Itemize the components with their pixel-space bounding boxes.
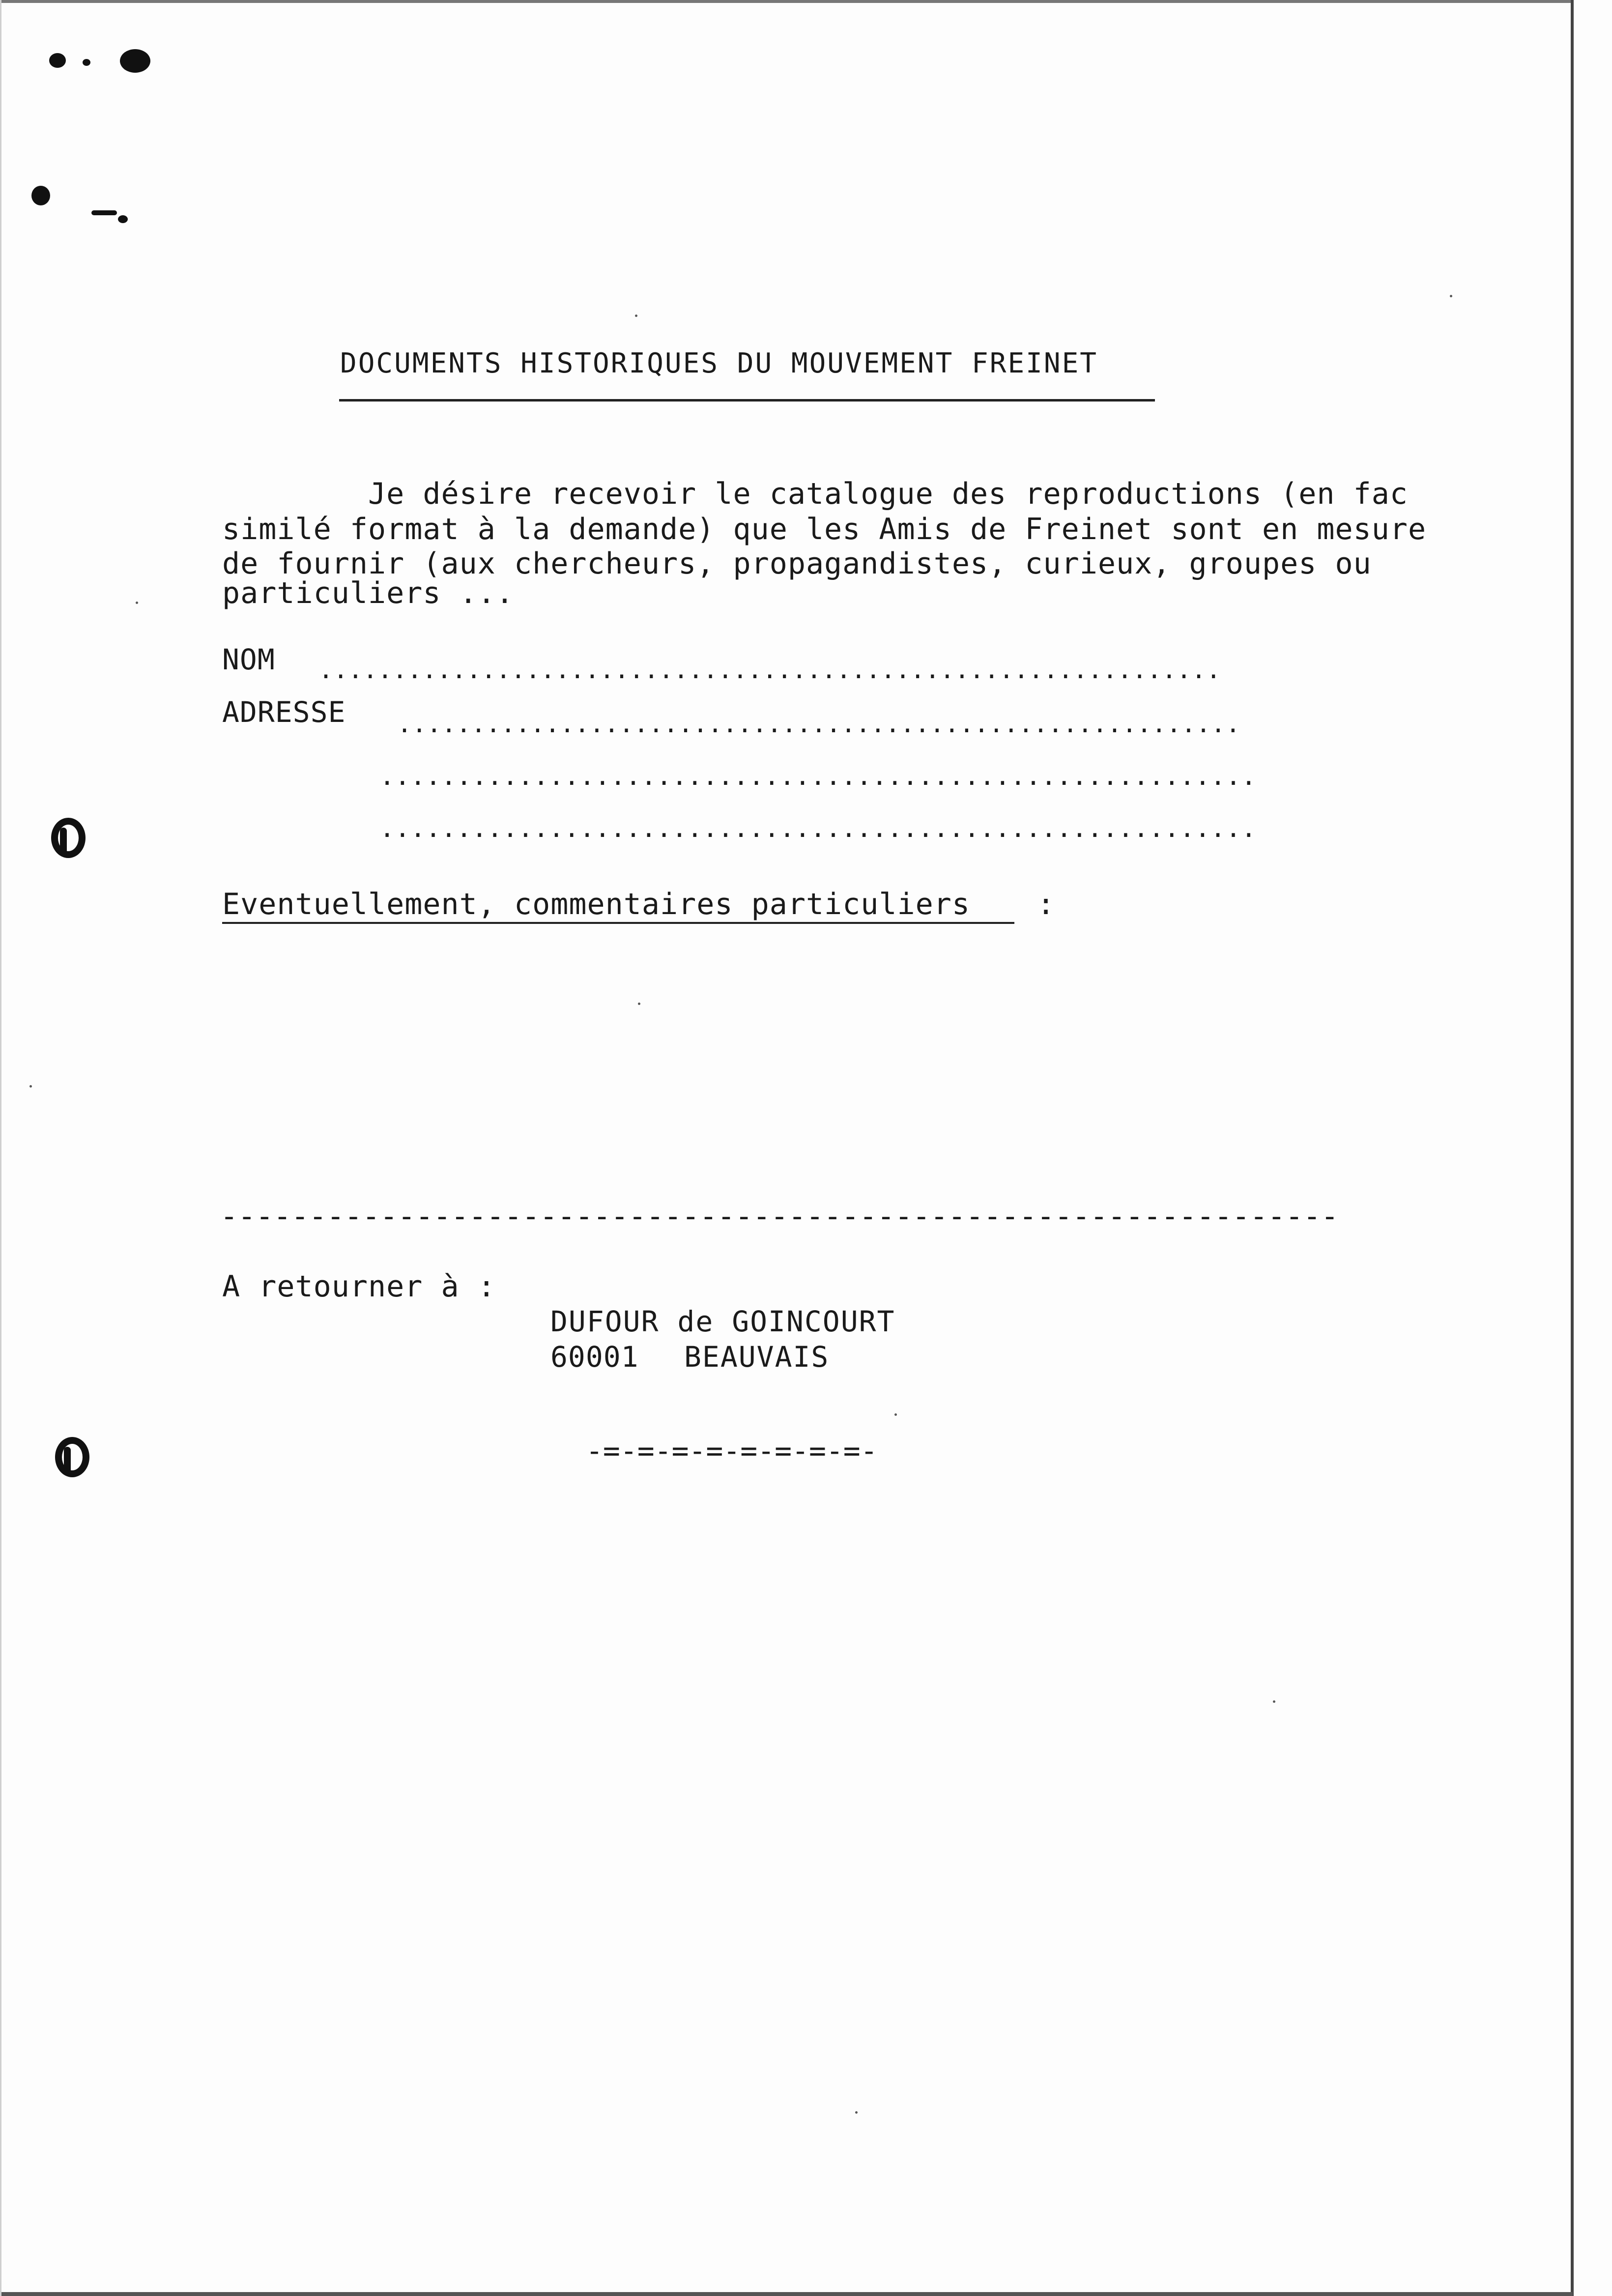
comments-colon: :	[1037, 887, 1056, 921]
ink-spot	[120, 49, 150, 73]
adresse-dotted-line-2: .........................................................	[379, 762, 1257, 791]
adresse-label: ADRESSE	[222, 695, 346, 729]
scan-edge-bottom	[0, 2292, 1573, 2296]
dust-speck	[635, 315, 637, 317]
comments-label: Eventuellement, commentaires particuliers	[222, 887, 971, 921]
return-name: DUFOUR de GOINCOURT	[550, 1305, 895, 1338]
adresse-dotted-line-3: .........................................................	[379, 814, 1257, 843]
request-line-3: de fournir (aux chercheurs, propagandistes, curieux, groupes ou	[222, 546, 1372, 581]
ink-spot	[49, 53, 66, 68]
scan-edge-left	[0, 0, 1, 2296]
document-title: DOCUMENTS HISTORIQUES DU MOUVEMENT FREINET	[340, 347, 1098, 379]
dust-speck	[894, 1413, 897, 1416]
ink-spot	[83, 59, 90, 66]
ink-spot	[91, 210, 117, 215]
dust-speck	[1450, 295, 1452, 297]
ink-spot	[118, 215, 128, 223]
nom-dotted-line: .............................................................	[318, 656, 1221, 684]
scan-edge-top	[0, 0, 1573, 3]
dust-speck	[855, 2111, 858, 2114]
dust-speck	[1273, 1700, 1275, 1703]
title-underline	[339, 399, 1155, 402]
dust-speck	[638, 1003, 640, 1005]
punch-hole-top	[51, 818, 86, 858]
adresse-dotted-line-1: .........................................................	[397, 710, 1240, 738]
ink-spot	[31, 186, 50, 205]
punch-hole-bottom	[55, 1437, 89, 1477]
request-line-2: similé format à la demande) que les Amis de Freinet sont en mesure	[222, 512, 1427, 546]
return-label: A retourner à :	[222, 1269, 496, 1304]
request-line-4: particuliers ...	[222, 576, 514, 610]
closing-ornament: -=-=-=-=-=-=-=-=-	[586, 1434, 878, 1467]
comments-underline	[222, 922, 1014, 924]
return-city: BEAUVAIS	[684, 1340, 830, 1374]
return-postcode: 60001	[550, 1340, 639, 1374]
request-line-1: Je désire recevoir le catalogue des reproductions (en fac	[222, 477, 1408, 511]
dust-speck	[29, 1085, 32, 1088]
scan-edge-right	[1571, 0, 1574, 2296]
nom-label: NOM	[222, 643, 275, 676]
dashed-separator: ---------------------------------------------------------------	[220, 1199, 1339, 1234]
dust-speck	[136, 602, 138, 604]
